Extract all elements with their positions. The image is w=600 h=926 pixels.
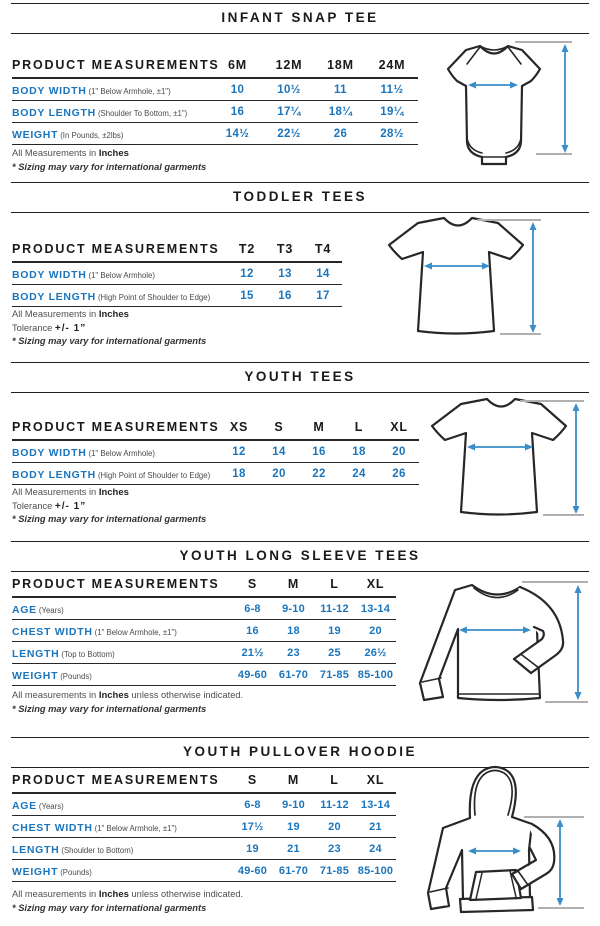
onesie-outline [448,46,540,164]
row-label: WEIGHT [12,669,59,682]
size-value: 16 [232,620,273,642]
section-title: YOUTH PULLOVER HOODIE [182,744,417,759]
size-value: 20 [379,440,419,463]
section-title: YOUTH LONG SLEEVE TEES [179,548,421,563]
size-column-header: M [299,412,339,440]
notes [12,308,206,349]
table-header-row [12,234,342,262]
size-value: 25 [314,642,355,664]
section-infant-snap-tee [0,0,600,180]
size-value: 24 [355,838,396,860]
size-value: 18¼ [315,101,366,123]
size-value: 11-12 [314,793,355,816]
size-value: 17½ [232,816,273,838]
size-value: 6-8 [232,597,273,620]
size-value: 14½ [212,123,263,145]
row-note: (Years) [38,605,64,615]
youth-measurements-table [12,412,419,485]
size-value: 18 [339,440,379,463]
size-column-header: 24M [366,50,418,78]
size-column-header: 12M [263,50,315,78]
tee-outline [389,218,523,334]
infant-snap-tee-illustration [436,28,578,174]
row-note: (High Point of Shoulder to Edge) [97,292,211,302]
section-youth-long-sleeve-tees [0,539,600,735]
measurement-note: All measurements in Inches unless otherwise indicated. [12,690,244,701]
table-header-label: PRODUCT MEASUREMENTS [12,569,232,597]
row-label: AGE [12,799,37,812]
row-label: WEIGHT [12,128,59,141]
size-column-header: L [339,412,379,440]
table-header-row [12,412,419,440]
size-column-header: T4 [304,234,342,262]
row-note: (High Point of Shoulder to Edge) [97,470,211,480]
sizing-note: * Sizing may vary for international garments [12,902,207,913]
notes [12,689,243,716]
size-column-header: XL [355,569,396,597]
size-column-header: M [273,569,314,597]
row-label: BODY LENGTH [12,106,96,119]
size-value: 21 [273,838,314,860]
sizing-note: * Sizing may vary for international garments [12,336,207,346]
section-toddler-tees [0,180,600,360]
size-column-header: S [232,765,273,793]
row-note: (1" Below Armhole, ±1") [94,627,177,637]
row-label: BODY WIDTH [12,446,87,459]
row-label: CHEST WIDTH [12,821,93,834]
table-header-label: PRODUCT MEASUREMENTS [12,765,232,793]
table-row [12,664,396,686]
size-value: 85-100 [355,664,396,686]
tolerance-note: Tolerance +/- 1” [12,500,87,512]
row-note: (Shoulder To Bottom, ±1") [97,108,188,118]
size-value: 26 [315,123,366,145]
toddler-tee-illustration [383,210,545,342]
size-column-header: 6M [212,50,263,78]
size-value: 20 [355,620,396,642]
table-row [12,793,396,816]
length-arrow [575,585,582,700]
measurement-note: All measurements in Inches unless otherwise indicated. [12,889,244,900]
size-value: 18 [273,620,314,642]
size-value: 20 [314,816,355,838]
row-label: AGE [12,603,37,616]
size-value: 19 [314,620,355,642]
measurement-note: All Measurements in Inches [12,148,129,159]
length-arrow [557,819,564,906]
long-sleeve-measurements-table [12,569,396,686]
row-label: LENGTH [12,843,60,856]
sizing-note: * Sizing may vary for international garments [12,703,207,714]
notes [12,888,243,915]
size-value: 15 [228,285,266,307]
table-row [12,463,419,485]
row-note: (Top to Bottom) [61,649,115,659]
table-header-row [12,569,396,597]
size-value: 9-10 [273,793,314,816]
size-value: 14 [259,440,299,463]
size-value: 49-60 [232,664,273,686]
section-title-bar [11,541,589,572]
section-title: TODDLER TEES [232,189,367,204]
table-header-label: PRODUCT MEASUREMENTS [12,50,212,78]
section-title: INFANT SNAP TEE [221,10,379,25]
sizing-note: * Sizing may vary for international garments [12,161,207,172]
table-row [12,860,396,882]
row-note: (Pounds) [60,867,92,877]
size-value: 13 [266,262,304,285]
long-sleeve-outline [420,585,563,700]
table-row [12,101,418,123]
size-value: 6-8 [232,793,273,816]
size-column-header: M [273,765,314,793]
size-value: 12 [228,262,266,285]
table-header-label: PRODUCT MEASUREMENTS [12,234,228,262]
section-youth-pullover-hoodie [0,735,600,926]
size-column-header: S [259,412,299,440]
size-value: 17¼ [263,101,315,123]
size-value: 23 [314,838,355,860]
size-column-header: L [314,765,355,793]
row-note: (Shoulder to Bottom) [61,845,134,855]
size-value: 71-85 [314,664,355,686]
size-value: 9-10 [273,597,314,620]
notes [12,486,206,527]
size-value: 21 [355,816,396,838]
measurement-note: All Measurements in Inches [12,309,129,320]
section-youth-tees [0,360,600,539]
size-value: 22½ [263,123,315,145]
size-column-header: XL [379,412,419,440]
toddler-measurements-table [12,234,342,307]
youth-tee-illustration [426,391,588,523]
size-value: 19¼ [366,101,418,123]
row-note: (Pounds) [60,671,92,681]
size-value: 26½ [355,642,396,664]
table-row [12,838,396,860]
length-arrow [530,222,537,333]
size-value: 21½ [232,642,273,664]
table-row [12,597,396,620]
size-value: 23 [273,642,314,664]
section-title-bar [11,362,589,393]
size-column-header: T3 [266,234,304,262]
table-header-label: PRODUCT MEASUREMENTS [12,412,219,440]
size-value: 12 [219,440,259,463]
section-title-bar [11,182,589,213]
size-value: 11 [315,78,366,101]
length-arrow [562,44,569,153]
size-value: 49-60 [232,860,273,882]
hoodie-outline [428,767,554,912]
table-row [12,285,342,307]
table-row [12,620,396,642]
table-row [12,78,418,101]
size-value: 85-100 [355,860,396,882]
size-value: 61-70 [273,860,314,882]
size-value: 18 [219,463,259,485]
size-column-header: T2 [228,234,266,262]
size-value: 20 [259,463,299,485]
row-label: BODY LENGTH [12,290,96,303]
row-note: (1" Below Armhole, ±1") [94,823,177,833]
size-column-header: XS [219,412,259,440]
long-sleeve-tee-illustration [410,573,592,711]
notes [12,147,206,174]
size-value: 11½ [366,78,418,101]
row-note: (Years) [38,801,64,811]
row-label: LENGTH [12,647,60,660]
tolerance-note: Tolerance +/- 1” [12,322,87,334]
size-value: 61-70 [273,664,314,686]
size-value: 19 [232,838,273,860]
row-note: (1" Below Armhole) [88,448,155,458]
size-column-header: XL [355,765,396,793]
sizing-note: * Sizing may vary for international garments [12,514,207,524]
size-value: 17 [304,285,342,307]
size-value: 16 [299,440,339,463]
size-value: 71-85 [314,860,355,882]
size-column-header: S [232,569,273,597]
row-label: BODY LENGTH [12,468,96,481]
table-header-row [12,765,396,793]
size-value: 22 [299,463,339,485]
size-value: 16 [212,101,263,123]
section-title: YOUTH TEES [244,369,356,384]
size-value: 10 [212,78,263,101]
table-row [12,262,342,285]
table-row [12,123,418,145]
measurement-note: All Measurements in Inches [12,487,129,498]
size-value: 14 [304,262,342,285]
table-row [12,816,396,838]
size-value: 13-14 [355,793,396,816]
infant-measurements-table [12,50,418,145]
size-value: 28½ [366,123,418,145]
size-value: 10½ [263,78,315,101]
table-row [12,440,419,463]
tee-outline [432,399,566,515]
table-row [12,642,396,664]
size-value: 19 [273,816,314,838]
row-label: CHEST WIDTH [12,625,93,638]
row-label: BODY WIDTH [12,84,87,97]
size-value: 24 [339,463,379,485]
length-arrow [573,403,580,514]
size-value: 11-12 [314,597,355,620]
size-value: 16 [266,285,304,307]
row-label: BODY WIDTH [12,268,87,281]
hoodie-illustration [420,760,588,914]
hoodie-measurements-table [12,765,396,882]
size-column-header: 18M [315,50,366,78]
table-header-row [12,50,418,78]
row-note: (1" Below Armhole, ±1") [88,86,171,96]
size-value: 26 [379,463,419,485]
row-label: WEIGHT [12,865,59,878]
size-value: 13-14 [355,597,396,620]
row-note: (In Pounds, ±2lbs) [60,130,124,140]
size-column-header: L [314,569,355,597]
row-note: (1" Below Armhole) [88,270,155,280]
